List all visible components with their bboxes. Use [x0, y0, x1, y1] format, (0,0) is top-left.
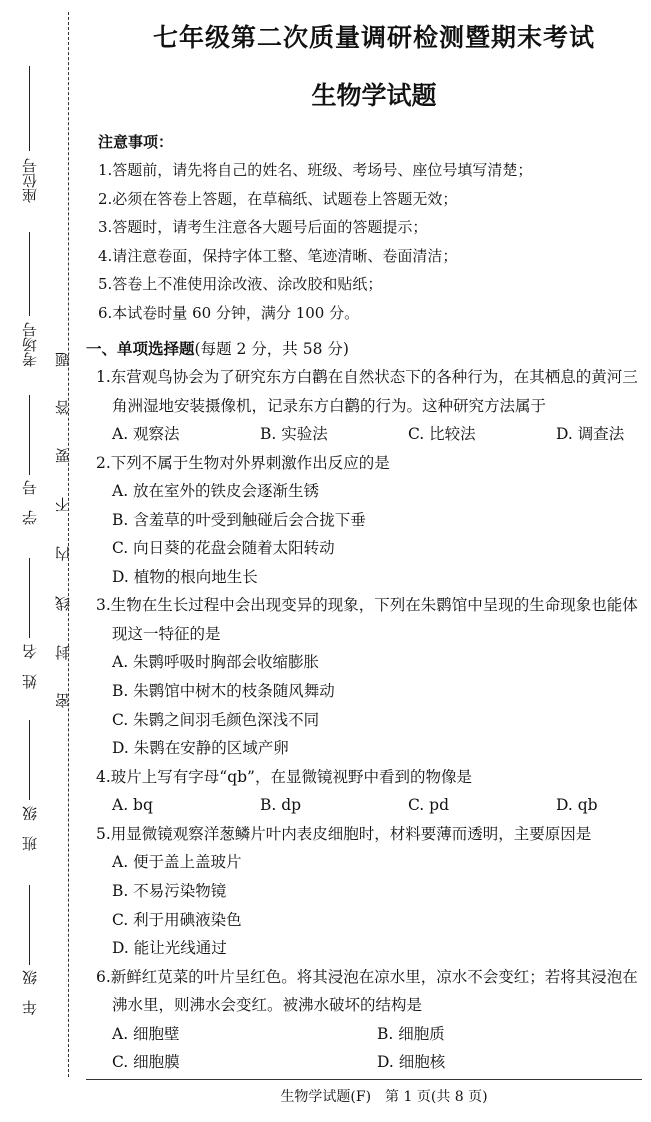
option-d[interactable]: D. 植物的根向地生长 [112, 567, 258, 586]
seal-char: 线 [54, 596, 72, 611]
page-footer: 生物学试题(F) 第 1 页(共 8 页) [280, 1089, 488, 1105]
class-label: 班 级 [21, 806, 39, 851]
question-6 [96, 963, 642, 1020]
seal-char: 密 [54, 693, 72, 708]
option-c[interactable]: C. 向日葵的花盘会随着太阳转动 [112, 539, 335, 558]
exam-page [86, 10, 642, 1077]
question-1-options [112, 420, 642, 449]
option-c[interactable]: C. 细胞膜 [112, 1053, 180, 1072]
note-item: 5.答卷上不准使用涂改液、涂改胶和贴纸； [98, 275, 383, 293]
option-d[interactable]: D. 调查法 [556, 425, 625, 443]
seat-fill-line [29, 66, 30, 151]
note-item: 4.请注意卷面，保持字体工整、笔迹清晰、卷面清洁； [98, 246, 458, 265]
question-1 [96, 363, 642, 420]
seal-char: 题 [54, 352, 72, 367]
option-b[interactable]: B. 细胞质 [377, 1024, 445, 1043]
option-a[interactable]: A. 放在室外的铁皮会逐渐生锈 [112, 482, 320, 501]
seal-char: 要 [54, 448, 72, 463]
option-a[interactable]: A. 细胞壁 [112, 1024, 180, 1043]
option-a[interactable]: A. bq [112, 796, 153, 815]
question-stem: 3.生物在生长过程中会出现变异的现象，下列在朱鹮馆中呈现的生命现象也能体现这一特征的是 [96, 596, 638, 643]
name-fill-line [29, 558, 30, 638]
option-d[interactable]: D. qb [556, 796, 598, 815]
option-c[interactable]: C. 利于用碘液染色 [112, 910, 242, 929]
question-2 [96, 449, 642, 478]
binding-margin [0, 0, 72, 1122]
option-a[interactable]: A. 观察法 [112, 425, 180, 443]
option-a[interactable]: A. 朱鹮呼吸时胸部会收缩膨胀 [112, 653, 320, 672]
question-3 [96, 591, 642, 648]
grade-label: 年 级 [21, 970, 39, 1015]
exam-room-label: 考场号 [21, 322, 39, 367]
question-stem: 5.用显微镜观察洋葱鳞片叶内表皮细胞时，材料要薄而透明，主要原因是 [96, 824, 592, 843]
seal-char: 内 [54, 546, 72, 561]
option-b[interactable]: B. dp [260, 796, 302, 815]
seal-char: 封 [54, 645, 72, 660]
student-id-label: 学 号 [21, 480, 39, 525]
seal-dashed-line [68, 12, 69, 1077]
option-c[interactable]: C. pd [408, 796, 450, 815]
notes-block [86, 128, 642, 327]
question-4 [96, 763, 642, 792]
note-item: 3.答题时，请考生注意各大题号后面的答题提示； [98, 218, 428, 236]
grade-fill-line [29, 885, 30, 965]
question-stem: 2.下列不属于生物对外界刺激作出反应的是 [96, 453, 390, 472]
section-title: 一、单项选择题 [86, 339, 195, 358]
exam-subtitle: 生物学试题 [311, 81, 437, 110]
question-6-options-row-1 [112, 1020, 642, 1049]
question-6-options-row-2 [112, 1048, 642, 1077]
exam-title: 七年级第二次质量调研检测暨期末考试 [152, 23, 595, 52]
section-heading [86, 335, 642, 363]
option-d[interactable]: D. 细胞核 [377, 1053, 446, 1072]
question-5 [96, 820, 642, 849]
option-d[interactable]: D. 能让光线通过 [112, 939, 227, 958]
exam-room-fill-line [29, 232, 30, 316]
notes-title: 注意事项： [98, 133, 174, 151]
footer-rule [86, 1079, 642, 1080]
option-b[interactable]: B. 不易污染物镜 [112, 882, 227, 901]
option-d[interactable]: D. 朱鹮在安静的区域产卵 [112, 739, 289, 758]
question-4-options [112, 791, 642, 820]
question-stem: 6.新鲜红苋菜的叶片呈红色。将其浸泡在凉水里，凉水不会变红；若将其浸泡在沸水里，则沸水会变红。被沸水破坏的结构是 [96, 967, 638, 1015]
option-b[interactable]: B. 实验法 [260, 425, 328, 443]
question-stem: 1.东营观鸟协会为了研究东方白鹳在自然状态下的各种行为，在其栖息的黄河三角洲湿地安装摄像机，记录东方白鹳的行为。这种研究方法属于 [96, 368, 638, 415]
note-item: 6.本试卷时量 60 分钟，满分 100 分。 [98, 303, 360, 322]
student-id-fill-line [29, 395, 30, 475]
option-c[interactable]: C. 朱鹮之间羽毛颜色深浅不同 [112, 710, 320, 729]
option-b[interactable]: B. 含羞草的叶受到触碰后会合拢下垂 [112, 510, 366, 529]
question-stem: 4.玻片上写有字母“qb”，在显微镜视野中看到的物像是 [96, 767, 472, 786]
option-b[interactable]: B. 朱鹮馆中树木的枝条随风舞动 [112, 682, 335, 701]
note-item: 2.必须在答卷上答题，在草稿纸、试题卷上答题无效； [98, 189, 458, 208]
note-item: 1.答题前，请先将自己的姓名、班级、考场号、座位号填写清楚； [98, 161, 533, 179]
name-label: 姓 名 [21, 644, 39, 689]
seal-char: 不 [54, 497, 72, 512]
option-a[interactable]: A. 便于盖上盖玻片 [112, 853, 242, 872]
seal-char: 答 [54, 400, 72, 415]
seat-label: 座位号 [21, 158, 39, 203]
class-fill-line [29, 720, 30, 800]
option-c[interactable]: C. 比较法 [408, 425, 476, 443]
section-scoring-note: (每题 2 分，共 58 分) [194, 340, 349, 358]
